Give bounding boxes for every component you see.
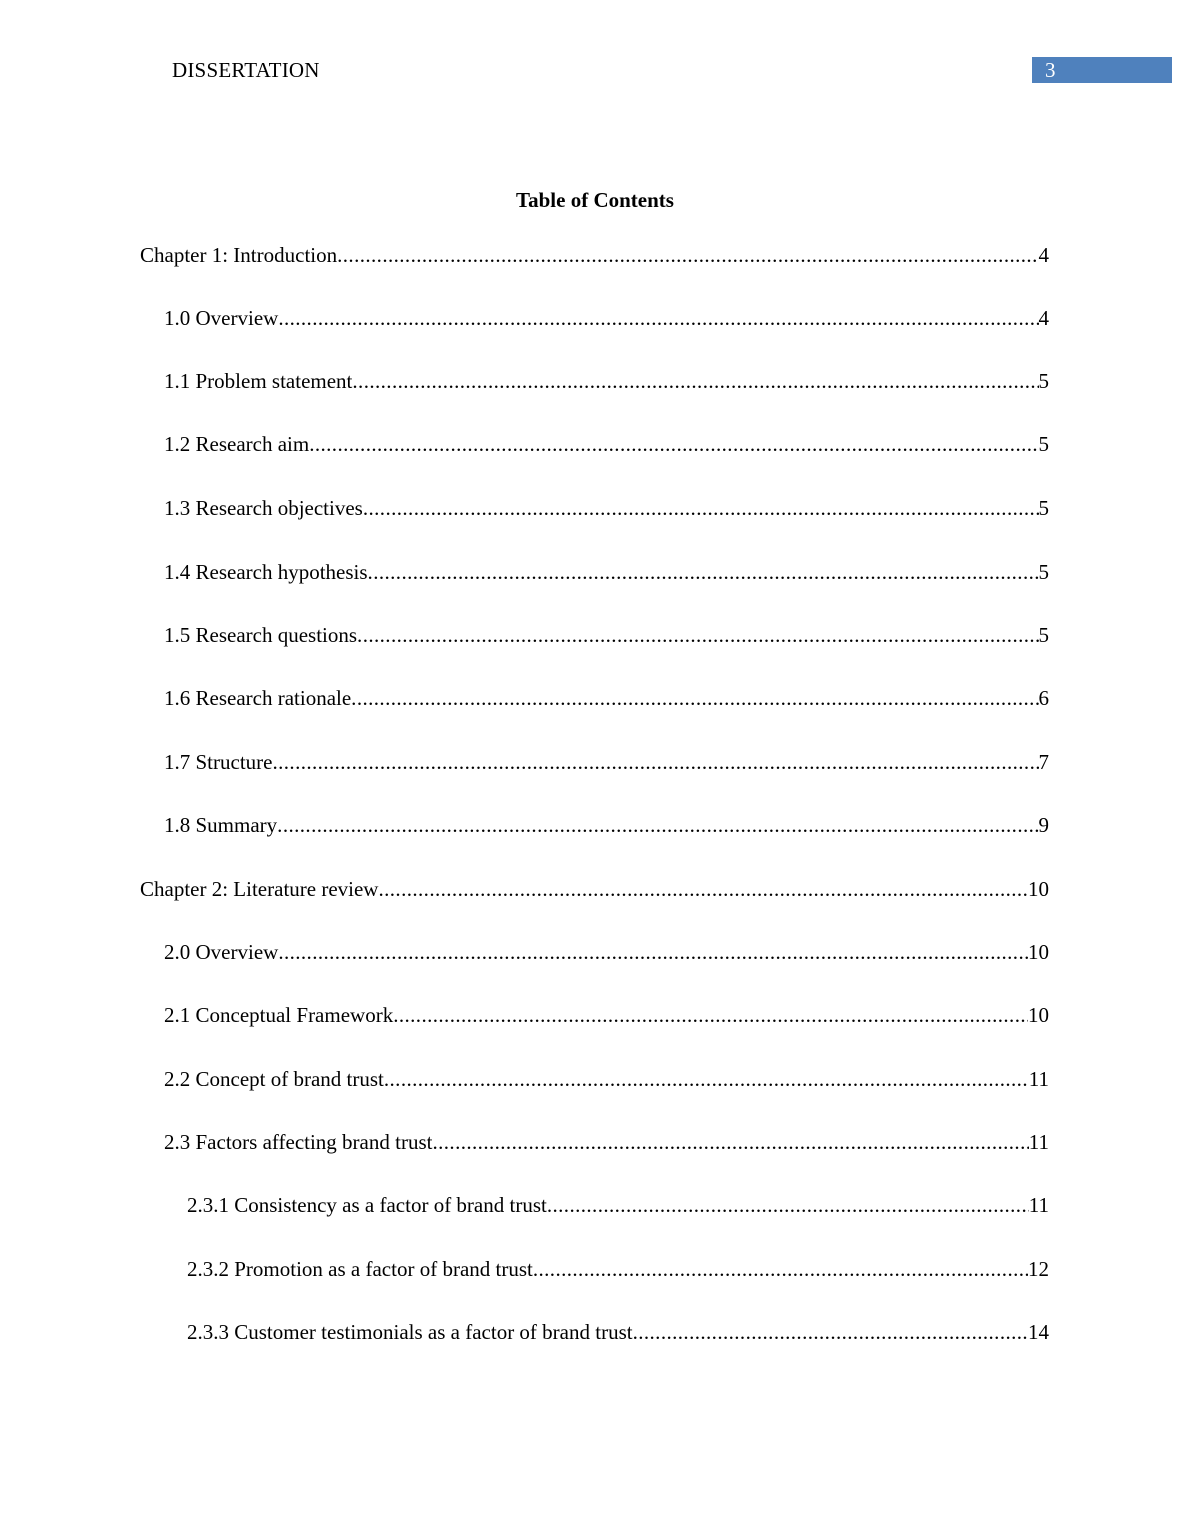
toc-entry-page: 7 [1038,750,1049,774]
toc-entry-page: 10 [1028,877,1049,901]
toc-entry-page: 9 [1038,813,1049,837]
toc-dot-leader [363,493,1039,523]
page-number-box [1032,57,1172,83]
toc-dot-leader [309,429,1038,459]
toc-entry[interactable] [164,429,1049,459]
toc-entry-label: 1.4 Research hypothesis [164,560,368,584]
toc-entry-label: 2.0 Overview [164,940,279,964]
toc-entry[interactable] [164,1064,1049,1094]
toc-entry-label: 1.3 Research objectives [164,496,363,520]
toc-entry-label: 1.5 Research questions [164,623,358,647]
toc-dot-leader [272,747,1038,777]
toc-entry-page: 10 [1028,940,1049,964]
toc-entry[interactable] [164,493,1049,523]
toc-entry-label: 2.2 Concept of brand trust [164,1067,384,1091]
toc-entry[interactable] [164,366,1049,396]
toc-dot-leader [357,620,1038,650]
running-head: DISSERTATION [172,58,320,82]
toc-dot-leader [432,1127,1028,1157]
toc-entry-page: 10 [1028,1003,1049,1027]
toc-entry-label: 1.7 Structure [164,750,273,774]
toc-entry[interactable] [164,1127,1049,1157]
toc-dot-leader [337,240,1038,270]
toc-dot-leader [351,683,1038,713]
toc-dot-leader [278,303,1038,333]
toc-entry-page: 5 [1038,432,1049,456]
toc-entry-page: 5 [1038,369,1049,393]
toc-title: Table of Contents [516,188,674,212]
toc-entry-label: 1.2 Research aim [164,432,310,456]
toc-dot-leader [547,1190,1029,1220]
toc-dot-leader [378,874,1028,904]
toc-dot-leader [277,810,1038,840]
toc-entry-label: 2.1 Conceptual Framework [164,1003,394,1027]
toc-entry-page: 5 [1038,560,1049,584]
toc-entry-page: 11 [1028,1193,1049,1217]
toc-entry-page: 11 [1028,1130,1049,1154]
toc-entry-label: 2.3.2 Promotion as a factor of brand trust [187,1257,533,1281]
toc-dot-leader [368,557,1039,587]
toc-entry-page: 4 [1038,306,1049,330]
toc-entry[interactable] [187,1254,1049,1284]
toc-entry[interactable] [187,1190,1049,1220]
toc-entry-label: 2.3 Factors affecting brand trust [164,1130,433,1154]
toc-entry-page: 12 [1028,1257,1049,1281]
toc-entry[interactable] [164,620,1049,650]
page-number: 3 [1045,58,1056,82]
toc-entry[interactable] [164,303,1049,333]
toc-entry-label: Chapter 2: Literature review [140,877,379,901]
toc-entry-label: 2.3.3 Customer testimonials as a factor of brand trust [187,1320,633,1344]
toc-entry-page: 5 [1038,623,1049,647]
toc-entry-page: 14 [1028,1320,1049,1344]
toc-entry[interactable] [187,1317,1049,1347]
toc-entry-label: Chapter 1: Introduction [140,243,338,267]
toc-entry-label: 1.0 Overview [164,306,279,330]
toc-entry[interactable] [164,937,1049,967]
toc-entry-label: 1.6 Research rationale [164,686,352,710]
toc-dot-leader [384,1064,1029,1094]
toc-dot-leader [278,937,1028,967]
toc-entry-page: 11 [1028,1067,1049,1091]
toc-entry[interactable] [164,747,1049,777]
toc-entry[interactable] [140,240,1049,270]
toc-entry-page: 6 [1038,686,1049,710]
toc-entry[interactable] [164,557,1049,587]
toc-entry-label: 2.3.1 Consistency as a factor of brand trust [187,1193,547,1217]
toc-entry-page: 5 [1038,496,1049,520]
toc-entry[interactable] [164,810,1049,840]
toc-entry-page: 4 [1038,243,1049,267]
toc-entry-label: 1.8 Summary [164,813,278,837]
toc-dot-leader [633,1317,1028,1347]
toc-dot-leader [533,1254,1028,1284]
toc-entry[interactable] [164,683,1049,713]
toc-entry[interactable] [164,1000,1049,1030]
toc-dot-leader [352,366,1038,396]
toc-dot-leader [393,1000,1028,1030]
toc-entry-label: 1.1 Problem statement [164,369,353,393]
toc-entry[interactable] [140,874,1049,904]
